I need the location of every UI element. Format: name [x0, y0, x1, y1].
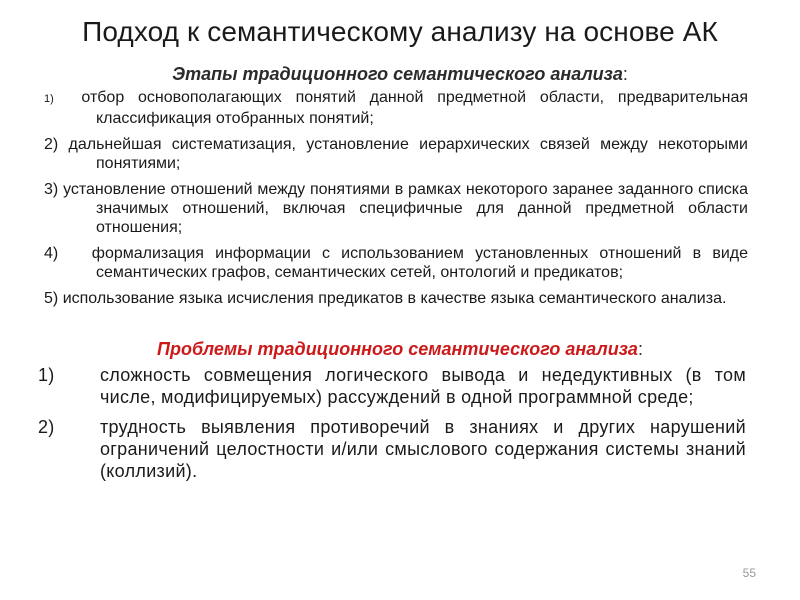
problems-heading-colon: : — [637, 339, 643, 359]
problems-heading-text: Проблемы традиционного семантического анализа — [157, 339, 638, 359]
stage-item-5 — [44, 289, 748, 308]
stage-number: 3) — [44, 181, 59, 198]
problem-text: сложность совмещения логического вывода и недедуктивных (в том числе, модифицируемых) рассуждений в одной программной среде; — [100, 365, 746, 407]
problem-text: трудность выявления противоречий в знаниях и других нарушений ограничений целостности и/или смыслового содержания системы знаний (коллизий). — [100, 417, 746, 481]
stage-text: использование языка исчисления предикатов в качестве языка семантического анализа. — [62, 290, 727, 307]
problem-number: 1) — [38, 365, 55, 385]
slide-title: Подход к семантическому анализу на основе АК — [82, 16, 718, 47]
stages-heading-text: Этапы традиционного семантического анализа — [172, 64, 623, 84]
page-number: 55 — [742, 566, 756, 580]
stage-text: установление отношений между понятиями в рамках некоторого заранее заданного списка значимых отношений, включая специфичные для данной предметной области отношения; — [63, 181, 748, 236]
stage-text: дальнейшая систематизация, установление иерархических связей между некоторыми понятиями; — [68, 136, 748, 172]
stage-text: отбор основополагающих понятий данной предметной области, предварительная классификация отобранных понятий; — [81, 89, 749, 127]
problems-heading — [0, 339, 800, 360]
stages-heading — [0, 64, 800, 85]
problem-item-1 — [38, 364, 746, 408]
stage-number: 4) — [44, 245, 59, 262]
stage-number: 1) — [44, 93, 54, 105]
stage-item-3 — [44, 180, 748, 237]
stage-item-2 — [44, 135, 748, 173]
stage-number: 2) — [44, 136, 59, 153]
problem-item-2 — [38, 416, 746, 482]
problems-list — [38, 364, 746, 490]
stage-number: 5) — [44, 290, 59, 307]
stages-list — [44, 88, 748, 315]
stages-heading-colon: : — [622, 64, 628, 84]
stage-item-1 — [44, 88, 748, 128]
stage-text: формализация информации с использованием установленных отношений в виде семантических графов, семантических сетей, онтологий и предикатов; — [91, 245, 748, 281]
problem-number: 2) — [38, 417, 55, 437]
stage-item-4 — [44, 244, 748, 282]
